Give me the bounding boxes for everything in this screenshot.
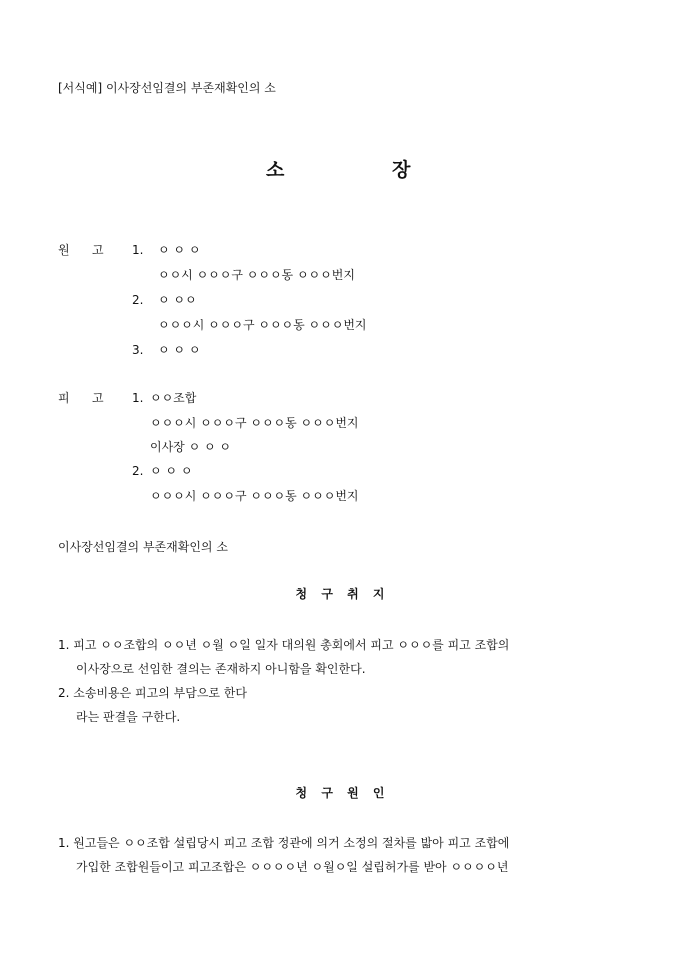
claim-purpose-heading: 청 구 취 지	[295, 587, 385, 601]
claim-cause-line-1: 1. 원고들은 ㅇㅇ조합 설립당시 피고 조합 정관에 의거 소정의 절차를 밟아 피고 조합에	[58, 836, 510, 850]
title-char-2: 장	[392, 159, 411, 181]
defendant-1-name: ㅇㅇ조합	[150, 391, 197, 405]
case-name: 이사장선임결의 부존재확인의 소	[58, 540, 228, 554]
claim-purpose-line-4: 라는 판결을 구한다.	[76, 710, 181, 724]
defendant-2-address: ㅇㅇㅇ시 ㅇㅇㅇ구 ㅇㅇㅇ동 ㅇㅇㅇ번지	[150, 489, 359, 503]
defendant-1-address: ㅇㅇㅇ시 ㅇㅇㅇ구 ㅇㅇㅇ동 ㅇㅇㅇ번지	[150, 416, 359, 430]
plaintiff-2-address: ㅇㅇㅇ시 ㅇㅇㅇ구 ㅇㅇㅇ동 ㅇㅇㅇ번지	[158, 318, 367, 332]
defendant-1-num: 1.	[132, 391, 144, 405]
plaintiff-3-name: ㅇ ㅇ ㅇ	[158, 343, 201, 357]
defendant-label-char-1: 피	[58, 391, 70, 405]
plaintiff-label-char-1: 원	[58, 243, 70, 257]
plaintiff-3-num: 3.	[132, 343, 144, 357]
claim-purpose-line-3: 2. 소송비용은 피고의 부담으로 한다	[58, 686, 247, 700]
defendant-2-num: 2.	[132, 464, 144, 478]
defendant-1-representative: 이사장 ㅇ ㅇ ㅇ	[150, 440, 231, 454]
form-label: [서식예] 이사장선임결의 부존재확인의 소	[58, 81, 276, 95]
defendant-label-char-2: 고	[92, 391, 104, 405]
plaintiff-1-address: ㅇㅇ시 ㅇㅇㅇ구 ㅇㅇㅇ동 ㅇㅇㅇ번지	[158, 268, 355, 282]
plaintiff-label-char-2: 고	[92, 243, 104, 257]
claim-cause-line-2: 가입한 조합원들이고 피고조합은 ㅇㅇㅇㅇ년 ㅇ월ㅇ일 설립허가를 받아 ㅇㅇㅇㅇ년	[76, 860, 509, 874]
plaintiff-2-num: 2.	[132, 293, 144, 307]
plaintiff-2-name: ㅇ ㅇㅇ	[158, 293, 197, 307]
claim-purpose-line-2: 이사장으로 선임한 결의는 존재하지 아니함을 확인한다.	[76, 662, 366, 676]
claim-purpose-line-1: 1. 피고 ㅇㅇ조합의 ㅇㅇ년 ㅇ월 ㅇ일 일자 대의원 총회에서 피고 ㅇㅇㅇ를 피고 조합의	[58, 638, 510, 652]
plaintiff-1-num: 1.	[132, 243, 144, 257]
title-char-1: 소	[266, 159, 285, 181]
plaintiff-1-name: ㅇ ㅇ ㅇ	[158, 243, 201, 257]
defendant-2-name: ㅇ ㅇ ㅇ	[150, 464, 193, 478]
claim-cause-heading: 청 구 원 인	[295, 786, 385, 800]
